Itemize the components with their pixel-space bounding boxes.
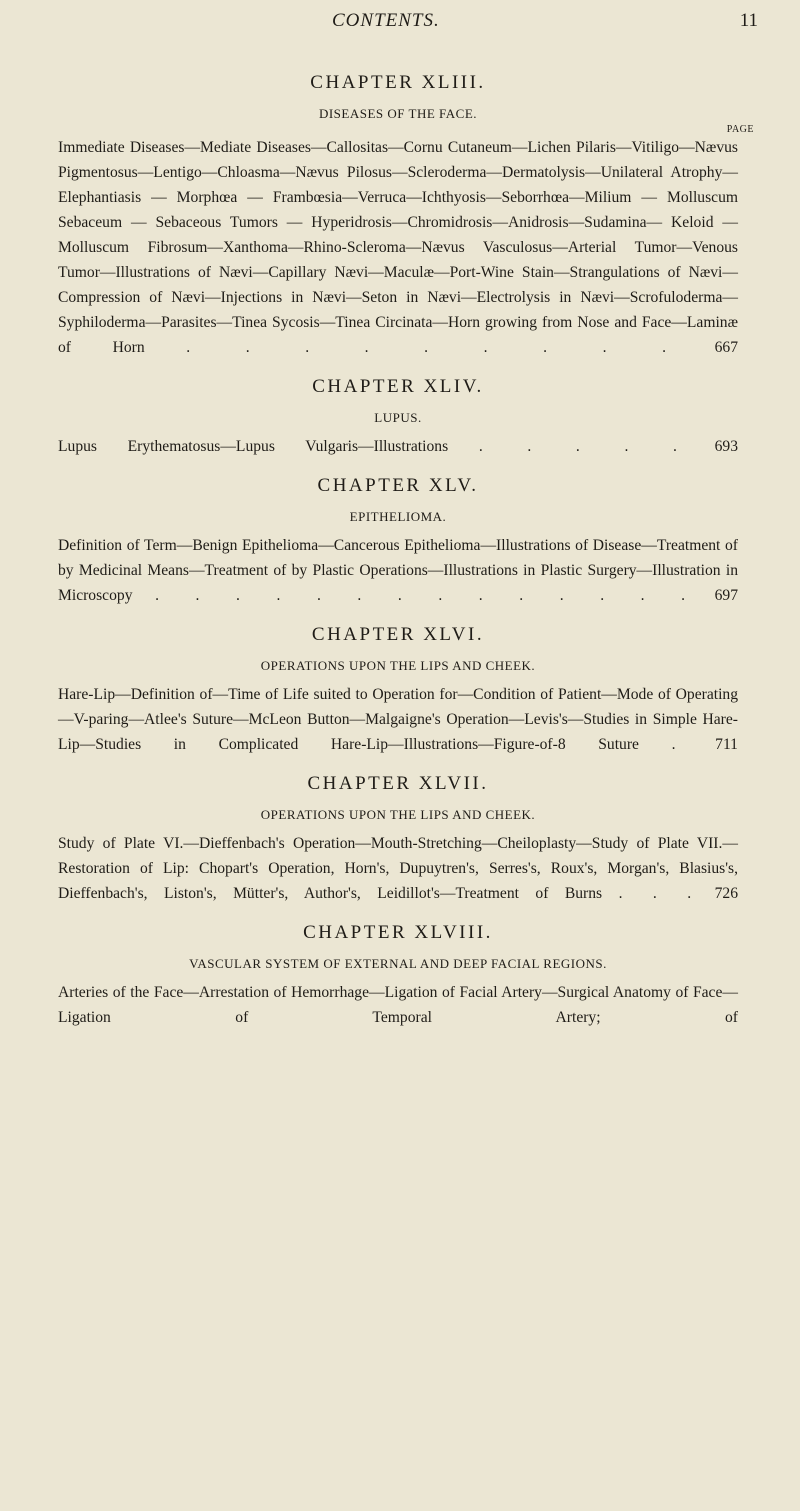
entry-page: 697	[714, 587, 738, 604]
chapter-43	[58, 72, 754, 360]
table-of-contents	[58, 72, 754, 1046]
chapter-heading: CHAPTER XLIII.	[310, 72, 486, 93]
chapter-entry	[58, 831, 738, 906]
chapter-subject: OPERATIONS UPON THE LIPS AND CHEEK.	[260, 807, 536, 822]
chapter-entry	[58, 135, 738, 360]
page-number: 11	[739, 10, 758, 31]
chapter-entry	[58, 682, 738, 757]
chapter-subject: DISEASES OF THE FACE.	[318, 106, 478, 121]
chapter-entry	[58, 980, 738, 1030]
chapter-subject: EPITHELIOMA.	[349, 509, 447, 524]
running-title: CONTENTS.	[332, 10, 440, 31]
leader-dots: . . . . . . . . . . . . . .	[155, 587, 693, 604]
chapter-48	[58, 922, 738, 1030]
entry-text: Immediate Diseases—Mediate Diseases—Callositas—Cornu Cutaneum—Lichen Pilaris—Vitiligo—Nævus Pigmentosus—Lentigo—Chloasma—Nævus Pilosus—Scleroderma—Dermatolysis—Unilateral Atrophy—Elephantiasis — Morphœa — Frambœsia—Verruca—Ichthyosis—Seborrhœa—Milium — Molluscum Sebaceum — Sebaceous Tumors — Hyperidrosis—Chromidrosis—Anidrosis—Sudamina— Keloid — Molluscum Fibrosum—Xanthoma—Rhino-Scleroma—Nævus Vasculosus—Arterial Tumor—Venous Tumor—Illustrations of Nævi—Capillary Nævi—Maculæ—Port-Wine Stain—Strangulations of Nævi—Compression of Nævi—Injections in Nævi—Seton in Nævi—Electrolysis in Nævi—Scrofuloderma—Syphiloderma—Parasites—Tinea Sycosis—Tinea Circinata—Horn growing from Nose and Face—Laminæ of Horn	[58, 139, 738, 356]
entry-text: Definition of Term—Benign Epithelioma—Cancerous Epithelioma—Illustrations of Disease—Treatment of by Medicinal Means—Treatment of by Plastic Operations—Illustrations in Plastic Surgery—Illustration in Microscopy	[58, 537, 738, 604]
chapter-heading: CHAPTER XLVIII.	[303, 922, 493, 943]
chapter-44	[58, 376, 738, 459]
chapter-entry	[58, 533, 738, 608]
chapter-heading: CHAPTER XLVII.	[307, 773, 489, 794]
entry-text: Study of Plate VI.—Dieffenbach's Operation—Mouth-Stretching—Cheiloplasty—Study of Plate VII.—Restoration of Lip: Chopart's Operation, Horn's, Dupuytren's, Serres's, Roux's, Morgan's, Blasius's, Dieffenbach's, Liston's, Mütter's, Author's, Leidillot's—Treatment of Burns	[58, 835, 738, 902]
chapter-subject: VASCULAR SYSTEM OF EXTERNAL AND DEEP FACIAL REGIONS.	[189, 956, 607, 971]
chapter-entry	[58, 434, 738, 459]
chapter-subject: OPERATIONS UPON THE LIPS AND CHEEK.	[260, 658, 536, 673]
entry-text: Lupus Erythematosus—Lupus Vulgaris—Illustrations	[58, 438, 449, 455]
chapter-subject: LUPUS.	[374, 410, 422, 425]
entry-text: Hare-Lip—Definition of—Time of Life suited to Operation for—Condition of Patient—Mode of Operating—V-paring—Atlee's Suture—McLeon Button—Malgaigne's Operation—Levis's—Studies in Simple Hare-Lip—Studies in Complicated Hare-Lip—Illustrations—Figure-of-8 Suture	[58, 686, 738, 753]
chapter-heading: CHAPTER XLV.	[317, 475, 479, 496]
chapter-47	[58, 773, 738, 906]
leader-dots: .	[671, 736, 683, 753]
entry-page: 726	[714, 885, 738, 902]
entry-text: Arteries of the Face—Arrestation of Hemorrhage—Ligation of Facial Artery—Surgical Anatomy of Face—Ligation of Temporal Artery; of	[58, 984, 738, 1026]
page-column-label: PAGE	[726, 124, 754, 135]
chapter-heading: CHAPTER XLVI.	[311, 624, 485, 645]
chapter-46	[58, 624, 738, 757]
leader-dots: . . .	[618, 885, 699, 902]
entry-page: 667	[714, 339, 738, 356]
entry-page: 711	[715, 736, 738, 753]
entry-page: 693	[714, 438, 738, 455]
chapter-heading: CHAPTER XLIV.	[312, 376, 484, 397]
leader-dots: . . . . .	[478, 438, 684, 455]
leader-dots: . . . . . . . . .	[186, 339, 674, 356]
chapter-45	[58, 475, 738, 608]
running-head	[0, 6, 800, 42]
